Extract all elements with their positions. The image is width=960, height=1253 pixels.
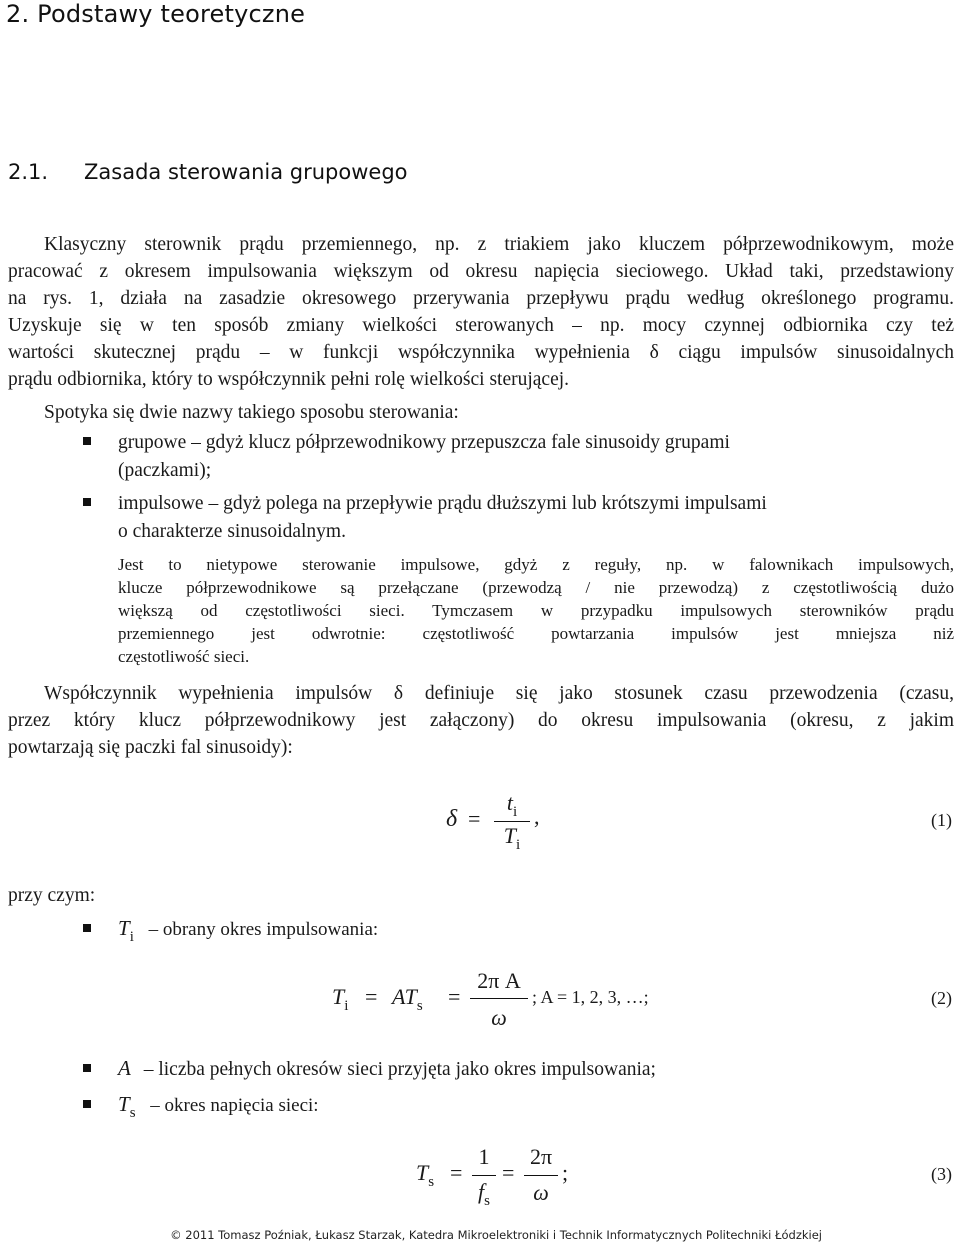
bullet-line: o charakterze sinusoidalnym. — [118, 521, 346, 542]
symbol-subscript: i — [129, 929, 134, 945]
bullet-item-a — [118, 1054, 954, 1084]
note-line: częstotliwość sieci. — [118, 647, 250, 666]
fraction-bar — [472, 1175, 496, 1176]
symbol-t: T — [404, 984, 417, 1009]
section-number: 2.1. — [8, 160, 49, 184]
bullet-description: – obrany okres impulsowania: — [148, 919, 379, 940]
paragraph-names: Spotyka się dwie nazwy takiego sposobu sterowania: — [44, 402, 459, 423]
semicolon: ; — [562, 1160, 569, 1185]
symbol-t: T — [416, 1160, 429, 1185]
equation-number-2: (2) — [931, 988, 952, 1008]
paragraph-line: Uzyskuje się w ten sposób zmiany wielkości sterowanych – np. mocy czynnej odbiornika czy też — [8, 315, 954, 336]
bullet-square-icon — [83, 437, 91, 445]
equation-number-1: (1) — [931, 810, 952, 830]
fraction-bar — [470, 998, 528, 999]
bullet-square-icon — [83, 1064, 91, 1072]
subscript-i: i — [344, 998, 349, 1014]
paragraph-line: przez który klucz półprzewodnikowy jest załączony) do okresu impulsowania (okresu, z jakim — [8, 710, 954, 731]
note-line: większą od częstotliwości sieci. Tymczasem w przypadku impulsowych sterowników prądu — [118, 601, 954, 620]
numerator-subscript: i — [512, 804, 518, 820]
equation-2 — [332, 968, 752, 1038]
bullet-line: impulsowe – gdyż polega na przepływie prądu dłuższymi lub krótszymi impulsami — [118, 493, 767, 514]
equals-sign: = — [365, 984, 378, 1009]
paragraph-line: pracować z okresem impulsowania większym od okresu napięcia sieciowego. Układ taki, przedstawiony — [8, 261, 954, 282]
bullet-item-grupowe — [118, 429, 954, 485]
denominator: ω — [491, 1005, 507, 1030]
equation-number-3: (3) — [931, 1164, 952, 1184]
denominator-subscript: i — [516, 837, 521, 853]
section-title: Zasada sterowania grupowego — [84, 160, 408, 184]
bullet-description: – okres napięcia sieci: — [150, 1095, 319, 1116]
symbol-subscript: s — [129, 1105, 136, 1121]
page-footer: © 2011 Tomasz Poźniak, Łukasz Starzak, Katedra Mikroelektroniki i Technik Informatycznych Politechniki Łódzkiej — [170, 1228, 822, 1242]
symbol: A — [118, 1056, 131, 1080]
bullet-line: grupowe – gdyż klucz półprzewodnikowy przepuszcza fale sinusoidy grupami — [118, 432, 730, 453]
where-label: przy czym: — [8, 885, 96, 906]
subscript-s: s — [416, 998, 423, 1014]
numerator: 2π — [529, 1144, 553, 1169]
middle-term — [392, 984, 423, 1014]
paragraph-definition — [8, 680, 954, 761]
paragraph-line: prądu odbiornika, który to współczynnik pełni rolę wielkości sterującej. — [8, 369, 570, 390]
fraction-2 — [524, 1144, 558, 1214]
subscript-s: s — [428, 1174, 435, 1190]
symbol: T — [118, 1092, 130, 1116]
denominator: T — [503, 823, 517, 848]
bullet-square-icon — [83, 498, 91, 506]
symbol-t: T — [332, 984, 345, 1009]
numerator: t — [506, 790, 513, 815]
fraction-1 — [472, 1144, 496, 1214]
note-line: Jest to nietypowe sterowanie impulsowe, gdyż z reguły, np. w falownikach impulsowych, — [118, 555, 954, 574]
chapter-heading: 2. Podstawy teoretyczne — [6, 0, 306, 28]
symbol-a: A — [392, 984, 405, 1009]
comma: , — [534, 804, 540, 829]
denominator: f — [478, 1179, 485, 1204]
lhs — [332, 984, 349, 1014]
bullet-square-icon — [83, 924, 91, 932]
paragraph-line: Współczynnik wypełnienia impulsów δ definiuje się jako stosunek czasu przewodzenia (czasu, — [44, 683, 954, 704]
equals-sign: = — [450, 1160, 463, 1185]
equals-sign: = — [468, 806, 481, 831]
bullet-square-icon — [83, 1100, 91, 1108]
fraction — [470, 968, 528, 1038]
paragraph-line: wartości skutecznej prądu – w funkcji współczynnika wypełnienia δ ciągu impulsów sinusoidalnych — [8, 342, 954, 363]
equals-sign: = — [448, 984, 461, 1009]
delta-symbol: δ — [446, 806, 458, 832]
numerator: 1 — [478, 1144, 490, 1169]
paragraph-line: na rys. 1, działa na zasadzie okresowego przerywania przepływu prądu według określonego programu. — [8, 288, 954, 309]
paragraph-intro — [8, 231, 954, 393]
lhs — [416, 1160, 435, 1190]
symbol: T — [118, 916, 130, 940]
paragraph-line: powtarzają się paczki fal sinusoidy): — [8, 737, 293, 758]
bullet-item-ts — [118, 1090, 954, 1121]
fraction-bar — [524, 1175, 558, 1176]
range-note: ; A = 1, 2, 3, …; — [532, 987, 649, 1007]
denominator: ω — [533, 1180, 549, 1205]
equation-1 — [446, 790, 566, 860]
bullet-item-ti — [118, 914, 954, 945]
bullet-description: – liczba pełnych okresów sieci przyjęta jako okres impulsowania; — [143, 1059, 656, 1080]
numerator: 2π A — [477, 968, 521, 993]
note-line: klucze półprzewodnikowe są przełączane (przewodzą / nie przewodzą) z częstotliwością dużo — [118, 578, 954, 597]
paragraph-line: Klasyczny sterownik prądu przemiennego, np. z triakiem jako kluczem półprzewodnikowym, może — [44, 234, 954, 255]
equals-sign: = — [502, 1160, 515, 1185]
fraction — [494, 790, 530, 853]
note-paragraph — [118, 553, 954, 668]
equation-3 — [416, 1142, 616, 1216]
denominator-subscript: s — [484, 1193, 490, 1209]
bullet-item-impulsowe — [118, 490, 954, 546]
bullet-line: (paczkami); — [118, 460, 212, 481]
note-line: przemiennego jest odwrotnie: częstotliwość powtarzania impulsów jest mniejsza niż — [118, 624, 954, 643]
